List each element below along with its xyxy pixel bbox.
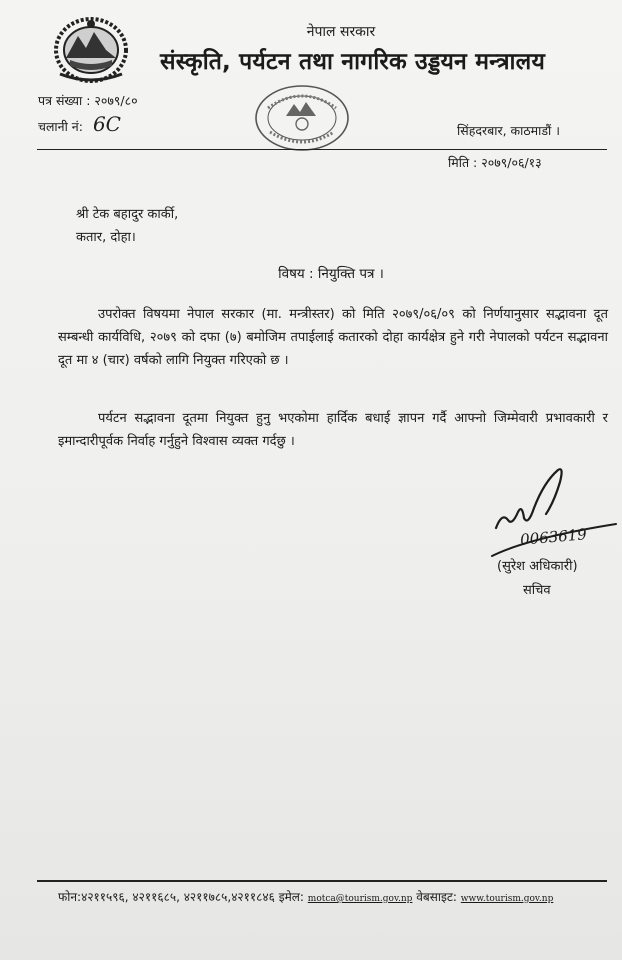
email-label: इमेल:: [278, 890, 304, 904]
letter-number: [38, 92, 138, 109]
footer-contact: [58, 888, 553, 905]
ministry-name: संस्कृति, पर्यटन तथा नागरिक उड्डयन मन्त्रालय: [160, 49, 546, 75]
website-link[interactable]: www.tourism.gov.np: [460, 894, 554, 904]
body-paragraph-1: उपरोक्त विषयमा नेपाल सरकार (मा. मन्त्रीस्तर) को मिति २०७९/०६/०९ को निर्णयानुसार सद्भावना दूत सम्बन्धी कार्यविधि, २०७९ को दफा (७) बमोजिम तपाईलाई कतारको दोहा कार्यक्षेत्र हुने गरी नेपालको पर्यटन सद्भावना दूत मा ४ (चार) वर्षको लागि नियुक्त गरिएको छ ।: [58, 307, 608, 368]
dispatch-number: [38, 112, 121, 136]
dispatch-number-value: 6C: [92, 112, 121, 136]
phone-label: फोन:: [58, 890, 82, 904]
dispatch-number-label: चलानी नं:: [38, 119, 83, 134]
signatory-name: (सुरेश अधिकारी): [497, 559, 578, 574]
body-paragraph-2: पर्यटन सद्भावना दूतमा नियुक्त हुनु भएकोमा हार्दिक बधाई ज्ञापन गर्दै आफ्नो जिम्मेवारी प्रभावकारी र इमान्दारीपूर्वक निर्वाह गर्नुहुने विश्वास व्यक्त गर्दछु ।: [58, 411, 608, 449]
phone-numbers: ४२११५९६, ४२११६८५, ४२११७८५,४२११८४६: [81, 890, 275, 904]
header-divider: [37, 149, 607, 150]
signatory-title: सचिव: [523, 583, 551, 598]
office-location: सिंहदरबार, काठमाडौं ।: [457, 123, 560, 138]
letter-subject: विषय : नियुक्ति पत्र ।: [278, 266, 384, 282]
signature-date: 0063619: [519, 525, 588, 549]
letter-number-label: पत्र संख्या :: [38, 93, 91, 108]
recipient-address: कतार, दोहा।: [76, 230, 136, 245]
letter-date: मिति : २०७९/०६/१३: [448, 155, 542, 170]
email-link[interactable]: motca@tourism.gov.np: [307, 894, 413, 904]
website-label: वेबसाइट:: [416, 890, 457, 904]
government-name: नेपाल सरकार: [306, 24, 376, 40]
recipient-name: श्री टेक बहादुर कार्की,: [76, 207, 179, 222]
letter-number-value: २०७९/८०: [94, 93, 138, 108]
ministry-seal-icon: [252, 82, 352, 154]
footer-divider: [37, 880, 607, 882]
